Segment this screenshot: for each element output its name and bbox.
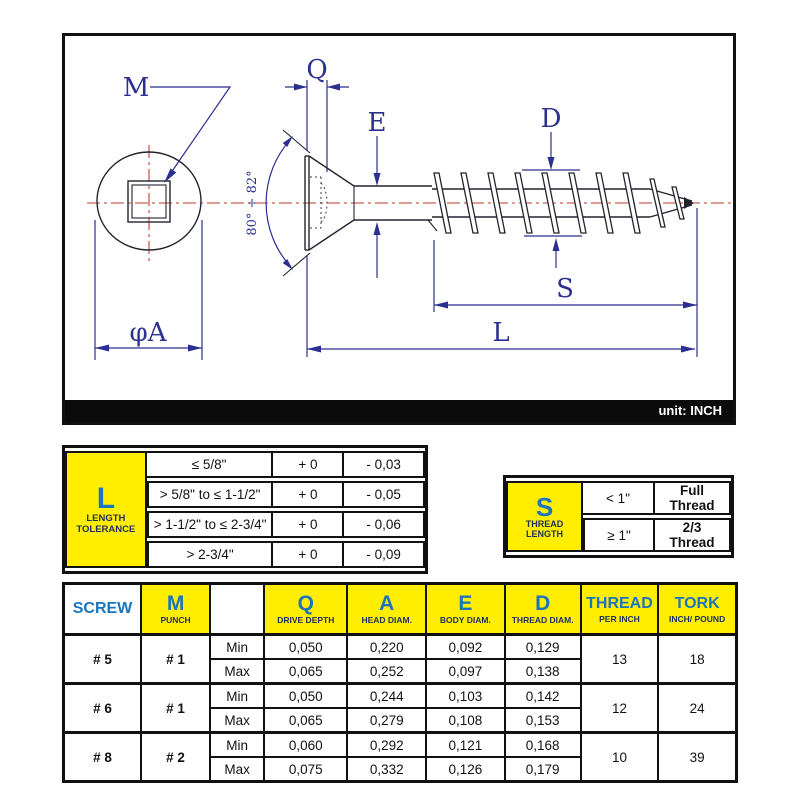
q-dimension [285, 55, 349, 172]
min-label-cell: Min [210, 635, 264, 660]
min-label-cell: Min [210, 684, 264, 709]
thread-length-table [503, 475, 734, 558]
header-screw: SCREW [64, 584, 142, 635]
header-row [64, 584, 737, 635]
l-letter: L [96, 481, 116, 515]
thread-per-inch-cell: 13 [581, 635, 659, 684]
range-cell: > 5/8" to ≤ 1-1/2" [147, 481, 274, 508]
screw-spec-table [62, 582, 738, 783]
header-thread-per-inch: THREAD PER INCH [581, 584, 659, 635]
condition-cell: < 1" [583, 481, 655, 515]
screw-size-cell: # 8 [64, 733, 142, 782]
punch-cell: # 2 [141, 733, 210, 782]
punch-cell: # 1 [141, 635, 210, 684]
l-title-line1: LENGTH [86, 512, 126, 524]
header-e-body-diam: E BODY DIAM. [426, 584, 505, 635]
e-min-cell: 0,121 [426, 733, 505, 758]
length-tolerance-header [65, 451, 147, 568]
q-min-cell: 0,050 [264, 635, 347, 660]
thread-per-inch-cell: 12 [581, 684, 659, 733]
dim-label-phi-a: φA [129, 318, 167, 348]
dim-label-l: L [492, 318, 510, 348]
unit-label: unit: INCH [658, 403, 722, 418]
range-cell: > 1-1/2" to ≤ 2-3/4" [147, 511, 274, 538]
table-row [506, 481, 731, 515]
minus-tolerance-cell: - 0,05 [344, 481, 425, 508]
screw-technical-drawing [65, 36, 733, 400]
max-label-cell: Max [210, 659, 264, 684]
header-a-head-diam: A HEAD DIAM. [347, 584, 426, 635]
plus-tolerance-cell: + 0 [273, 541, 344, 568]
dim-label-e: E [367, 108, 387, 138]
s-title-line1: THREAD [525, 518, 564, 529]
drawing-frame [62, 33, 736, 425]
d-max-cell: 0,153 [505, 708, 581, 733]
tork-cell: 18 [658, 635, 736, 684]
max-label-cell: Max [210, 757, 264, 782]
plus-tolerance-cell: + 0 [273, 451, 344, 478]
plus-tolerance-cell: + 0 [273, 481, 344, 508]
a-max-cell: 0,252 [347, 659, 426, 684]
header-q-drive-depth: Q DRIVE DEPTH [264, 584, 347, 635]
screw-size-cell: # 5 [64, 635, 142, 684]
e-max-cell: 0,126 [426, 757, 505, 782]
table-row-screw5-min [64, 635, 737, 660]
thread-type-cell: Full Thread [655, 481, 731, 515]
q-min-cell: 0,050 [264, 684, 347, 709]
condition-cell: ≥ 1" [583, 518, 655, 552]
length-tolerance-table [62, 445, 428, 574]
q-max-cell: 0,065 [264, 659, 347, 684]
dim-label-m: M [122, 73, 150, 103]
q-max-cell: 0,075 [264, 757, 347, 782]
punch-cell: # 1 [141, 684, 210, 733]
range-cell: ≤ 5/8" [147, 451, 274, 478]
a-min-cell: 0,292 [347, 733, 426, 758]
a-max-cell: 0,279 [347, 708, 426, 733]
e-min-cell: 0,092 [426, 635, 505, 660]
d-max-cell: 0,179 [505, 757, 581, 782]
q-min-cell: 0,060 [264, 733, 347, 758]
table-row-screw8-min [64, 733, 737, 758]
thread-type-cell: 2/3 Thread [655, 518, 731, 552]
table-row [65, 451, 425, 478]
d-min-cell: 0,142 [505, 684, 581, 709]
a-min-cell: 0,220 [347, 635, 426, 660]
d-min-cell: 0,129 [505, 635, 581, 660]
l-title-line2: TOLERANCE [76, 523, 136, 535]
unit-bar [65, 400, 733, 422]
header-d-thread-diam: D THREAD DIAM. [505, 584, 581, 635]
minus-tolerance-cell: - 0,06 [344, 511, 425, 538]
centerlines [87, 145, 733, 262]
min-label-cell: Min [210, 733, 264, 758]
dim-label-q: Q [306, 55, 328, 85]
e-dimension [368, 108, 387, 278]
tork-cell: 39 [658, 733, 736, 782]
screw-size-cell: # 6 [64, 684, 142, 733]
dim-label-d: D [540, 104, 562, 134]
tork-cell: 24 [658, 684, 736, 733]
e-min-cell: 0,103 [426, 684, 505, 709]
minus-tolerance-cell: - 0,03 [344, 451, 425, 478]
minus-tolerance-cell: - 0,09 [344, 541, 425, 568]
max-label-cell: Max [210, 708, 264, 733]
s-letter: S [535, 491, 554, 522]
dim-label-angle: 80° ÷ 82° [245, 170, 260, 236]
header-minmax-blank [210, 584, 264, 635]
d-max-cell: 0,138 [505, 659, 581, 684]
d-min-cell: 0,168 [505, 733, 581, 758]
l-dimension [307, 256, 695, 357]
dim-label-s: S [556, 274, 574, 304]
e-max-cell: 0,108 [426, 708, 505, 733]
a-max-cell: 0,332 [347, 757, 426, 782]
header-tork: TORK INCH/ POUND [658, 584, 736, 635]
s-title-line2: LENGTH [525, 528, 563, 539]
thread-per-inch-cell: 10 [581, 733, 659, 782]
table-row-screw6-min [64, 684, 737, 709]
e-max-cell: 0,097 [426, 659, 505, 684]
header-m-punch: M PUNCH [141, 584, 210, 635]
plus-tolerance-cell: + 0 [273, 511, 344, 538]
head-angle-dimension [245, 130, 310, 276]
q-max-cell: 0,065 [264, 708, 347, 733]
thread-length-header [506, 481, 583, 552]
range-cell: > 2-3/4" [147, 541, 274, 568]
m-dimension [123, 73, 230, 183]
a-min-cell: 0,244 [347, 684, 426, 709]
